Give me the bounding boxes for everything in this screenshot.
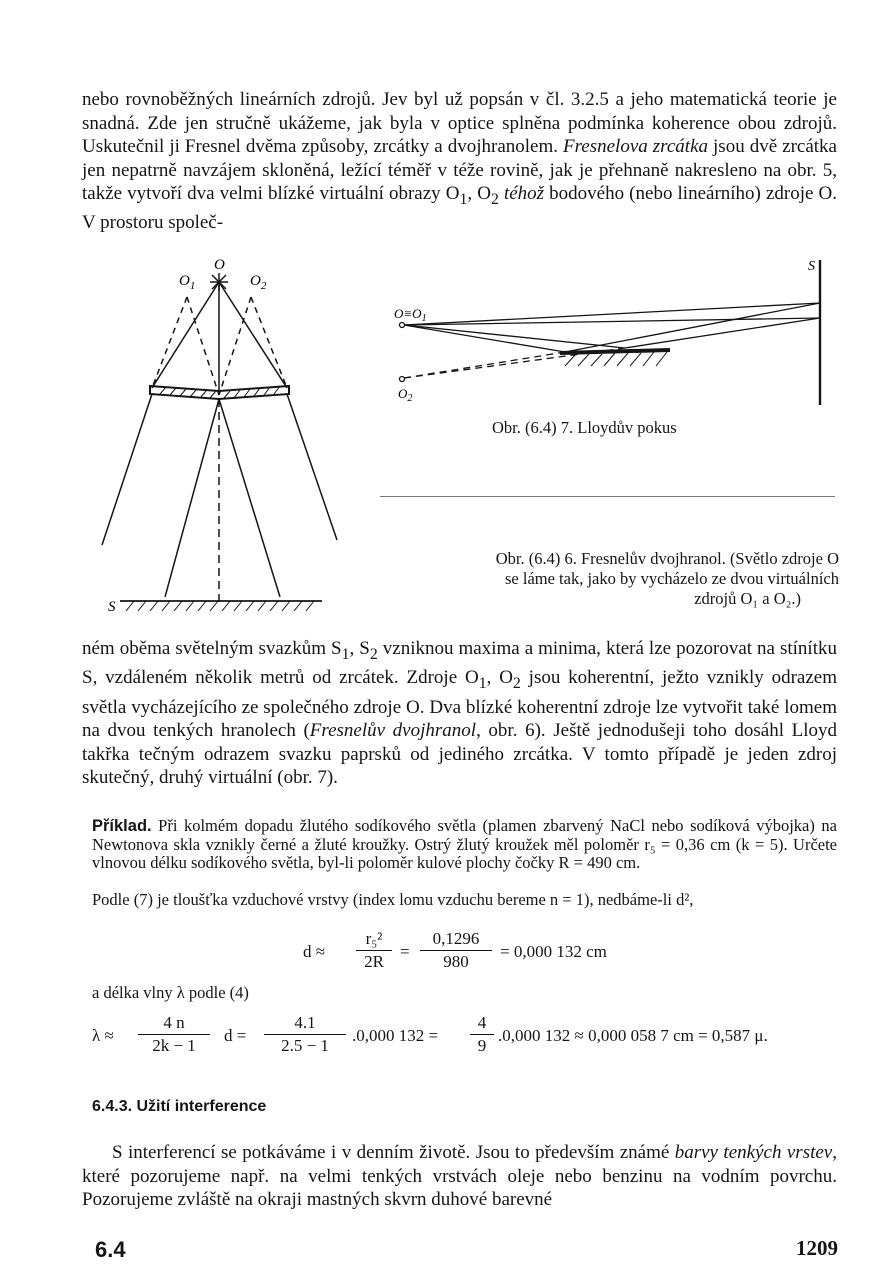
example-line2: Podle (7) je tloušťka vzduchové vrstvy (index lomu vzduchu bereme n = 1), nedbáme-li d², <box>92 890 694 909</box>
fig6-label-O1: $O_1$ <box>179 273 196 292</box>
intro-paragraph: nebo rovnoběžných lineárních zdrojů. Jev byl už popsán v čl. 3.2.5 a jeho matematická teorie je snadná. Zde jen stručně ukážeme, jak byla v optice splněna podmínka koherence obou zdrojů. Uskutečnil ji Fresnel dvěma způsoby, zrcátky a dvojhranolem. Fresnelova zrcátka jsou dvě zrcátka jen nepatrně navzájem skloněná, ležící téměř v téže rovině, jak je přehnaně nakresleno na obr. 5, takže vytvoří dva velmi blízké virtuální obrazy $O_1$, $O_2$ téhož bodového (nebo lineárního) zdroje O. V prostoru společ- <box>82 89 837 234</box>
example-label: Příklad. <box>92 817 152 835</box>
fig7-label-O2: $O_2$ <box>398 386 413 404</box>
section-paragraph: S interferencí se potkáváme i v denním životě. Jsou to především známé barvy tenkých vrstev, které pozorujeme např. na velmi tenkých vrstvách oleje nebo benzinu na vodním povrchu. Pozorujeme zvláště na okraji mastných skvrn duhové barevné <box>82 1142 837 1210</box>
example-mid-line: a délka vlny λ podle (4) <box>92 983 249 1002</box>
figure-divider <box>380 496 835 497</box>
lloyd-experiment-figure <box>390 250 835 410</box>
formula-thickness: d ≈ r₅² 2R = 0,1296 980 = 0,000 132 cm <box>303 929 607 971</box>
fig7-label-O-O1: $O\equiv O_1$ <box>394 306 427 324</box>
fig6-label-S: S <box>108 599 116 615</box>
section-heading: 6.4.3. Užití interference <box>92 1098 267 1115</box>
example-paragraph: Příklad. Při kolmém dopadu žlutého sodíkového světla (plamen zbarvený NaCl nebo sodíková výbojka) na Newtonova skla vznikly černé a žluté kroužky. Ostrý žlutý kroužek měl poloměr r₅ = 0,36 cm (k = 5). Určete vlnovou délku sodíkového světla, byl-li poloměr kulové plochy čočky R = 490 cm. <box>92 816 837 873</box>
fig6-label-O: O <box>214 257 225 273</box>
footer-section-number: 6.4 <box>95 1237 126 1262</box>
footer-page-number: 1209 <box>796 1236 838 1260</box>
fig6-caption: Obr. (6.4) 6. Fresnelův dvojhranol. (Světlo zdroje O se láme tak, jako by vycházelo ze dvou virtuálních zdrojů O₁ a O₂.) <box>495 549 839 608</box>
fig7-label-S: S <box>808 259 815 274</box>
fig6-label-O2: $O_2$ <box>250 273 267 292</box>
fresnel-biprism-figure <box>90 255 350 615</box>
fig7-caption: Obr. (6.4) 7. Lloydův pokus <box>492 418 677 437</box>
body-paragraph-2: ném oběma světelným svazkům $S_1$, $S_2$ vzniknou maxima a minima, která lze pozorovat na stínítku S, vzdáleném několik metrů od zrcátek. Zdroje $O_1$, $O_2$ jsou koherentní, ježto vznikly odrazem světla vycházejícího ze společného zdroje O. Dva blízké koherentní zdroje lze vytvořit také lomem na dvou tenkých hranolech (Fresnelův dvojhranol, obr. 6). Ještě jednodušeji toho dosáhl Lloyd takřka tečným odrazem svazku paprsků od jediného zrcátka. V tomto případě je jeden zdroj skutečný, druhý virtuální (obr. 7). <box>82 638 838 789</box>
formula-wavelength: λ ≈ 4 n 2k − 1 d = 4.1 2.5 − 1 .0,000 132 = 4 9 .0,000 132 ≈ 0,000 058 7 cm = 0,587 μ. <box>92 1013 768 1055</box>
